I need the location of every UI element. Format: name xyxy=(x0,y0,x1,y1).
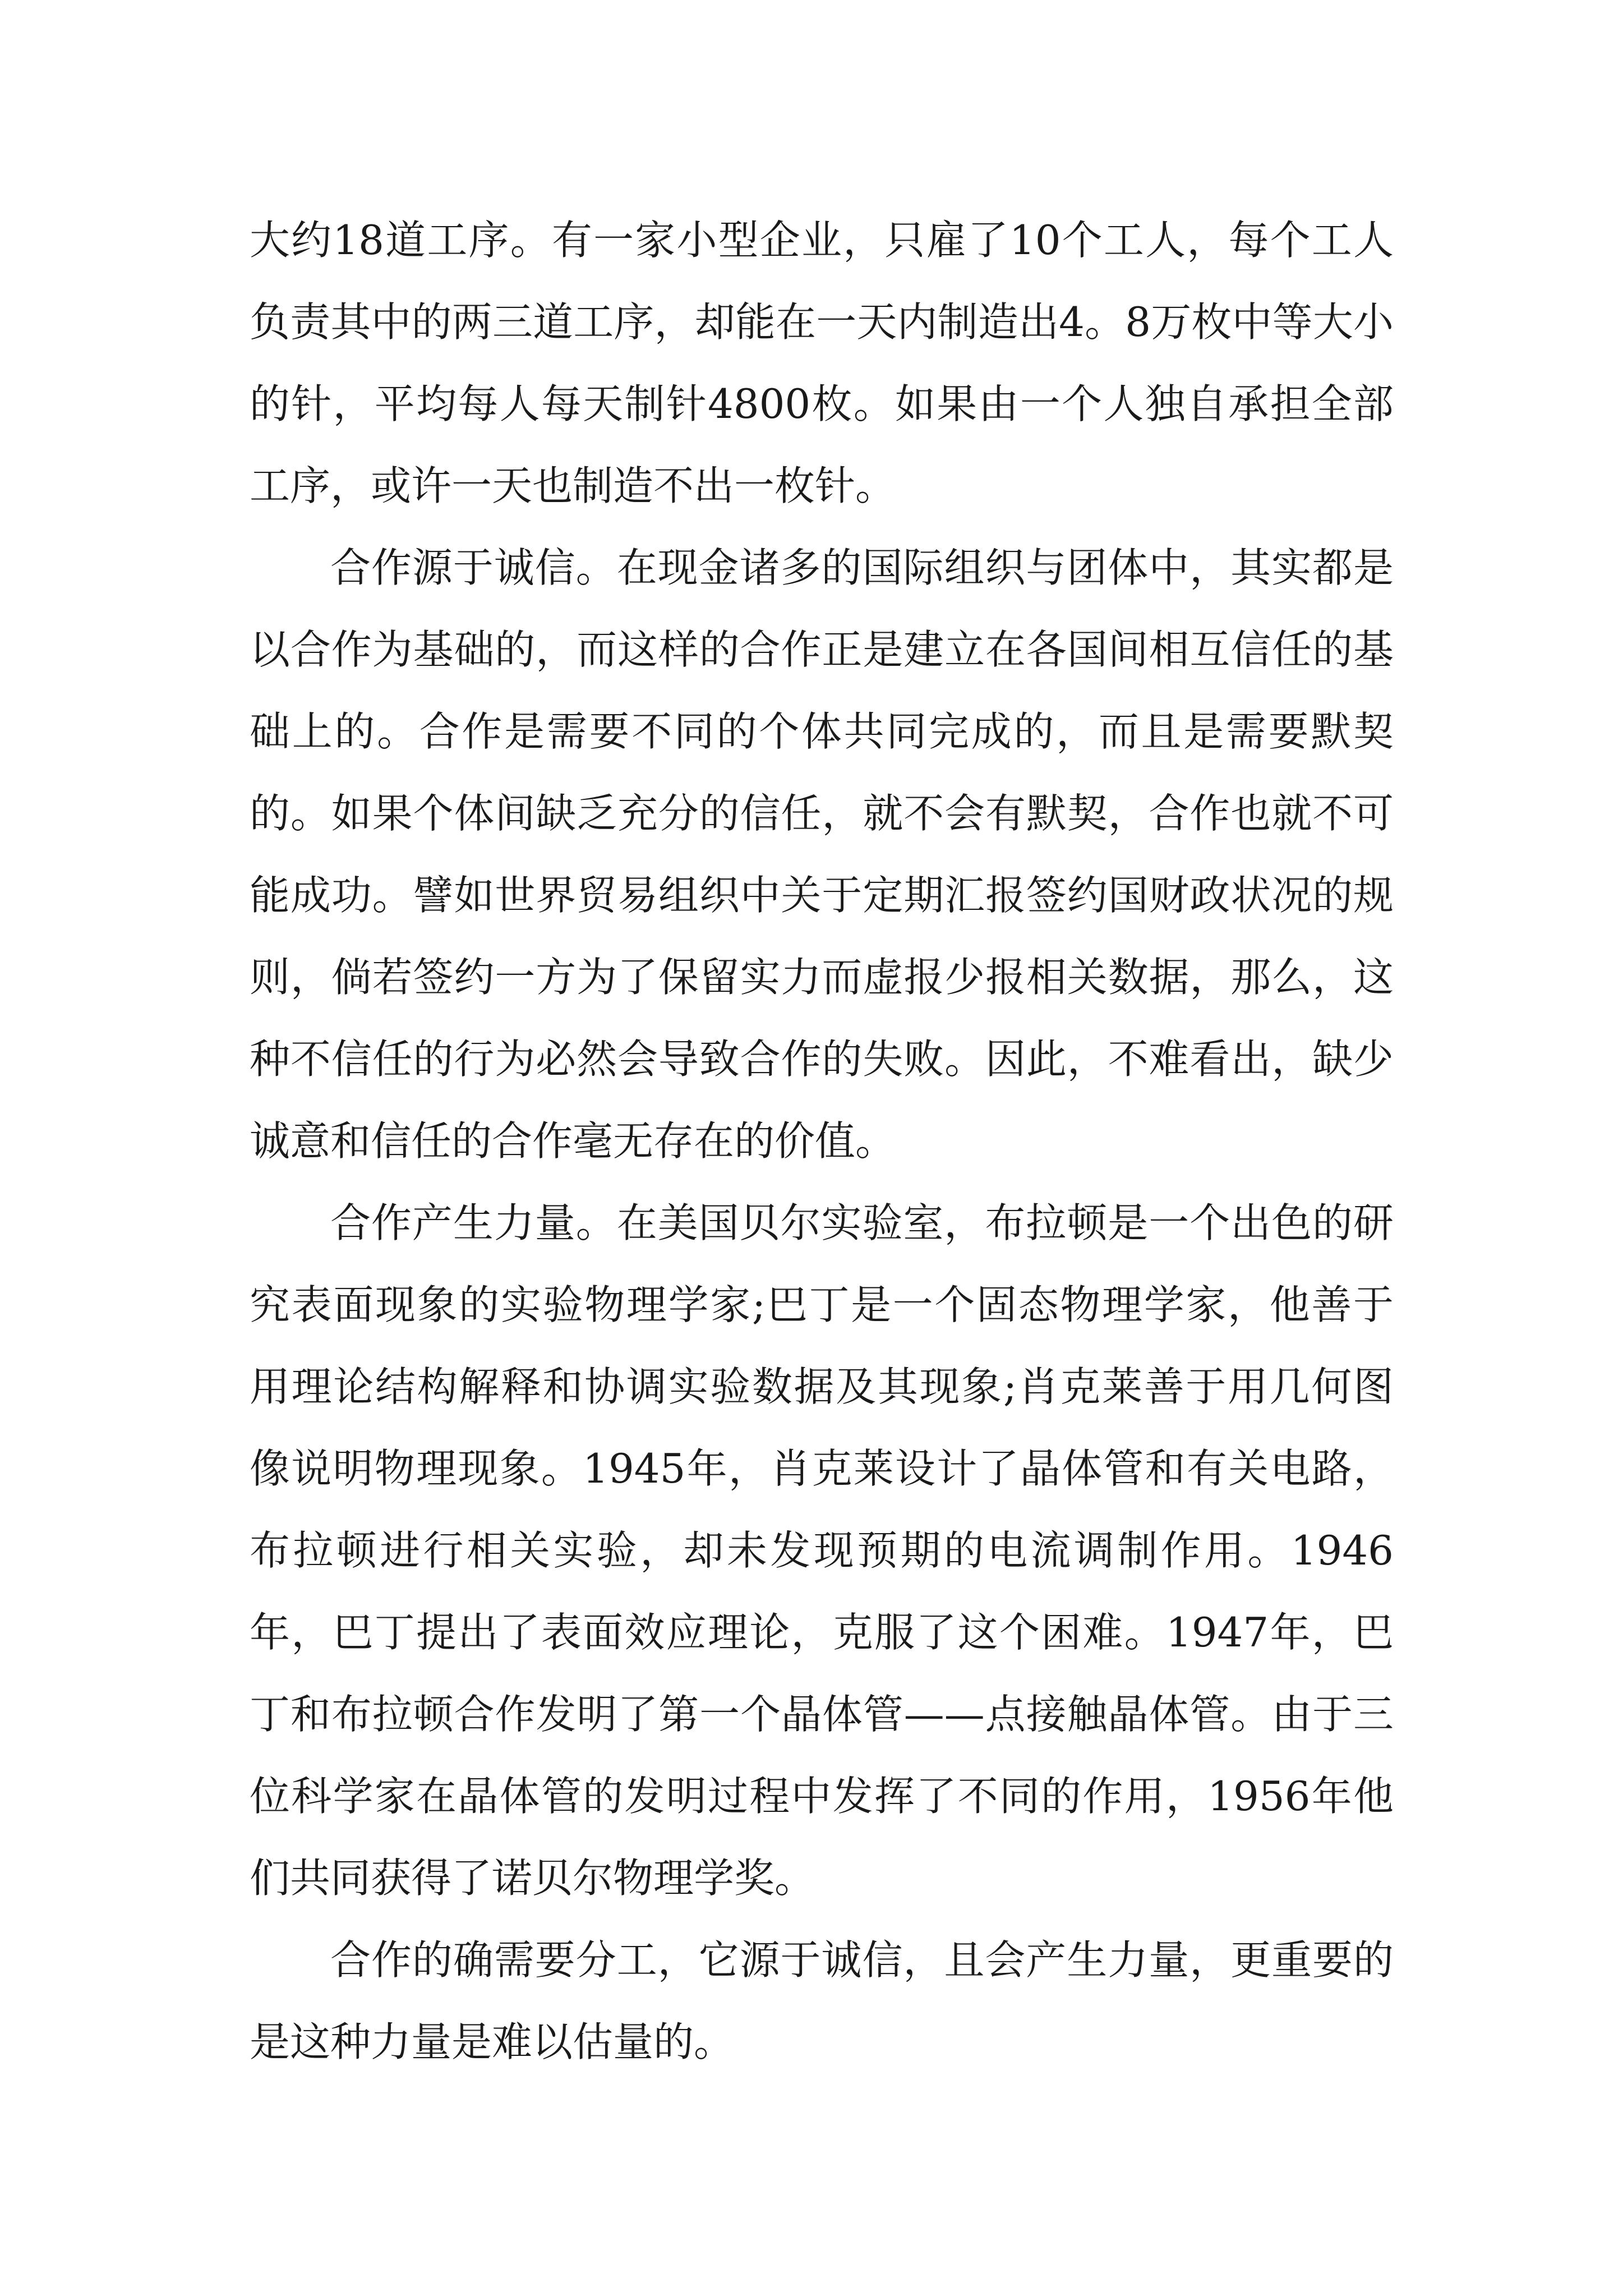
paragraph-conclusion: 合作的确需要分工，它源于诚信，且会产生力量，更重要的是这种力量是难以估量的。 xyxy=(250,1936,1394,2065)
paragraph-cooperation-integrity: 合作源于诚信。在现金诸多的国际组织与团体中，其实都是以合作为基础的，而这样的合作正是建立在各国间相互信任的基础上的。合作是需要不同的个体共同完成的，而且是需要默契的。如果个体间缺乏充分的信任，就不会有默契，合作也就不可能成功。譬如世界贸易组织中关于定期汇报签约国财政状况的规则，倘若签约一方为了保留实力而虚报少报相关数据，那么，这种不信任的行为必然会导致合作的失败。因此，不难看出，缺少诚意和信任的合作毫无存在的价值。 xyxy=(250,544,1394,1165)
paragraph-pin-manufacturing: 大约18道工序。有一家小型企业，只雇了10个工人，每个工人负责其中的两三道工序，却能在一天内制造出4。8万枚中等大小的针，平均每人每天制针4800枚。如果由一个人独自承担全部工序，或许一天也制造不出一枚针。 xyxy=(250,217,1394,509)
paragraph-cooperation-strength: 合作产生力量。在美国贝尔实验室，布拉顿是一个出色的研究表面现象的实验物理学家;巴丁是一个固态物理学家，他善于用理论结构解释和协调实验数据及其现象;肖克莱善于用几何图像说明物理现象。1945年，肖克莱设计了晶体管和有关电路，布拉顿进行相关实验，却未发现预期的电流调制作用。1946年，巴丁提出了表面效应理论，克服了这个困难。1947年，巴丁和布拉顿合作发明了第一个晶体管——点接触晶体管。由于三位科学家在晶体管的发明过程中发挥了不同的作用，1956年他们共同获得了诺贝尔物理学奖。 xyxy=(250,1199,1394,1902)
essay-body xyxy=(250,199,1394,2083)
